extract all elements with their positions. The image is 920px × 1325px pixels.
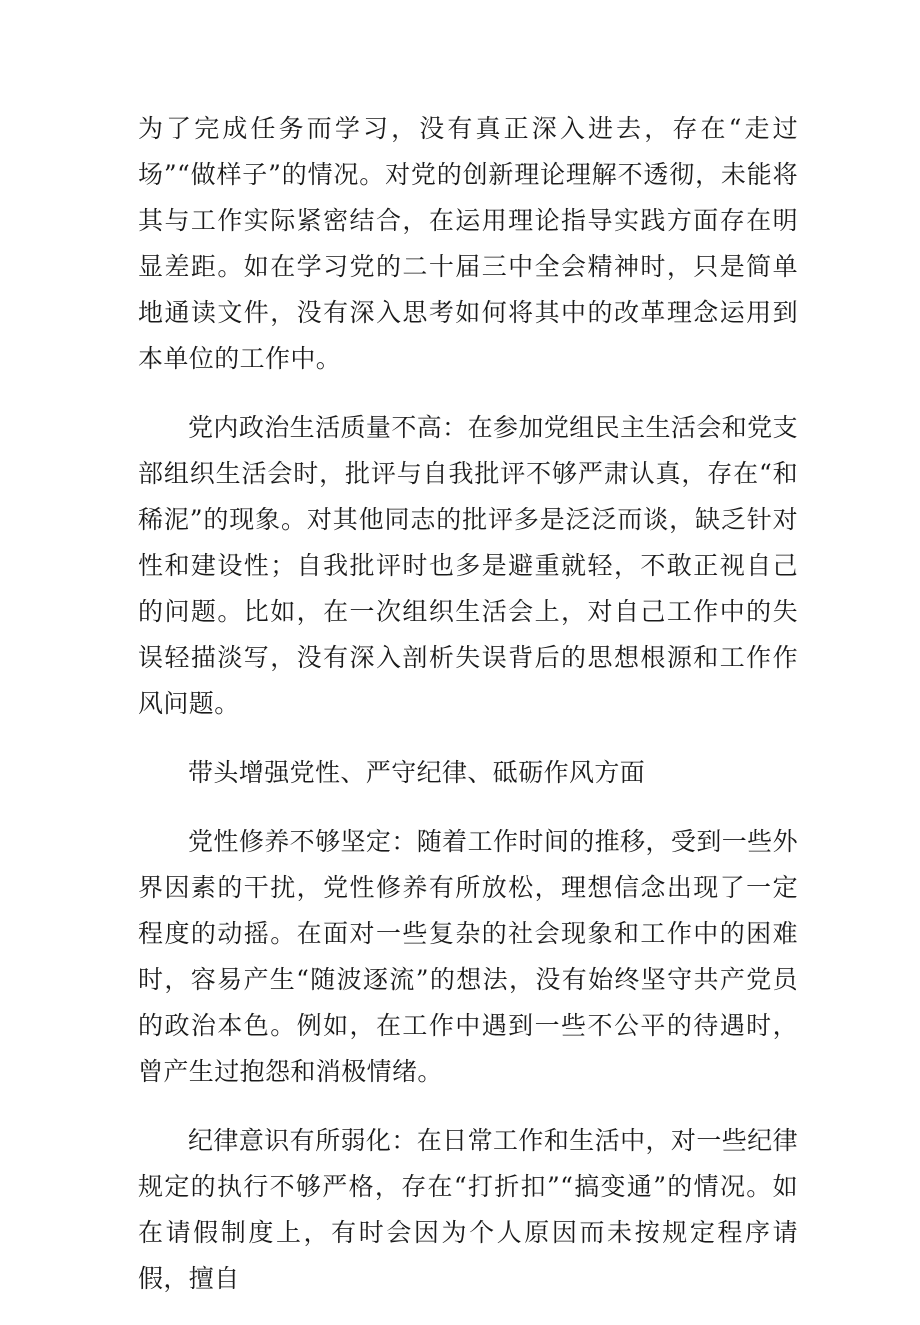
paragraph-political-life: 党内政治生活质量不高：在参加党组民主生活会和党支部组织生活会时，批评与自我批评不够严肃认真，存在“和稀泥”的现象。对其他同志的批评多是泛泛而谈，缺乏针对性和建设性；自我批评时也多是避重就轻，不敢正视自己的问题。比如，在一次组织生活会上，对自己工作中的失误轻描淡写，没有深入剖析失误背后的思想根源和工作作风问题。 xyxy=(138,413,798,718)
section-heading-party-spirit: 带头增强党性、严守纪律、砥砺作风方面 xyxy=(188,758,646,787)
paragraph-study-issues: 为了完成任务而学习，没有真正深入进去，存在“走过场”“做样子”的情况。对党的创新理论理解不透彻，未能将其与工作实际紧密结合，在运用理论指导实践方面存在明显差距。如在学习党的二十届三中全会精神时，只是简单地通读文件，没有深入思考如何将其中的改革理念运用到本单位的工作中。 xyxy=(138,114,798,373)
document-body xyxy=(138,106,798,1325)
paragraph-discipline-awareness: 纪律意识有所弱化：在日常工作和生活中，对一些纪律规定的执行不够严格，存在“打折扣”“搞变通”的情况。如在请假制度上，有时会因为个人原因而未按规定程序请假，擅自 xyxy=(138,1126,798,1293)
paragraph-party-cultivation: 党性修养不够坚定：随着工作时间的推移，受到一些外界因素的干扰，党性修养有所放松，理想信念出现了一定程度的动摇。在面对一些复杂的社会现象和工作中的困难时，容易产生“随波逐流”的想法，没有始终坚守共产党员的政治本色。例如，在工作中遇到一些不公平的待遇时，曾产生过抱怨和消极情绪。 xyxy=(138,827,798,1086)
